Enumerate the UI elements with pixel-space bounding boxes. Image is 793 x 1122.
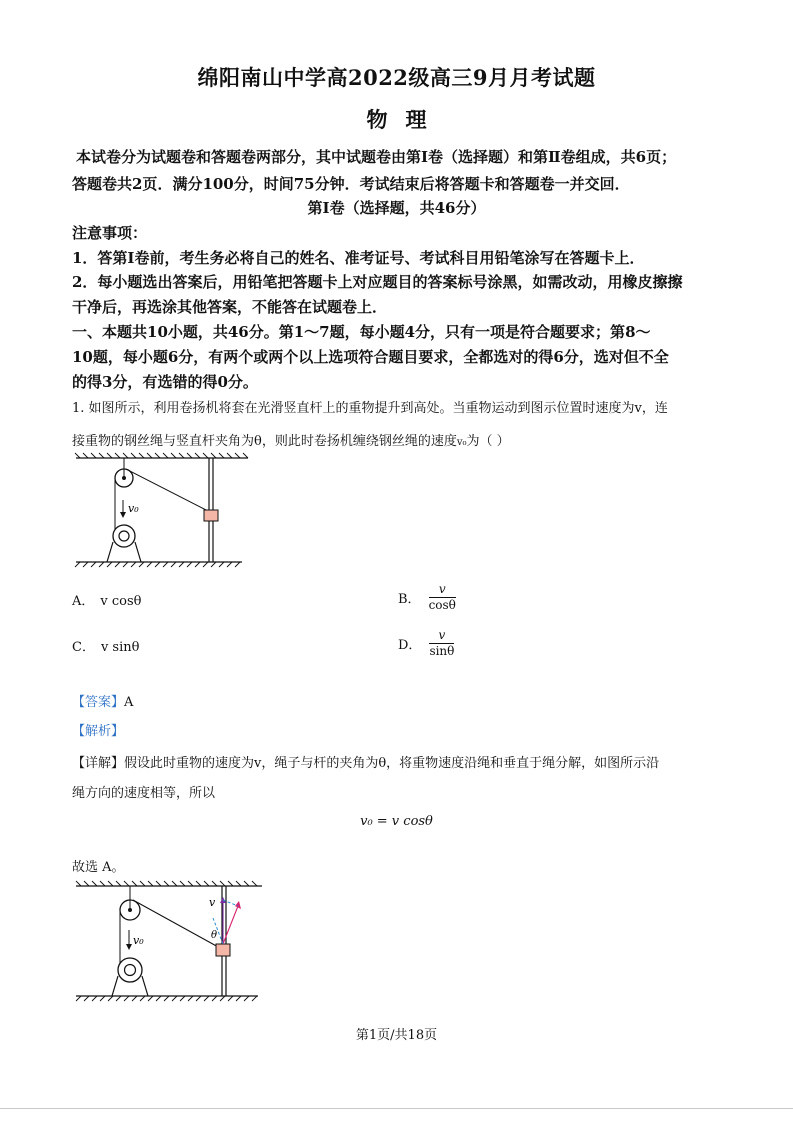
option-c-label: C． [72,640,95,655]
option-a-label: A． [72,594,95,609]
option-a-expression: v cosθ [100,594,142,609]
option-a[interactable] [72,590,141,609]
option-c-expression: v sinθ [100,640,140,655]
option-d-numerator: v [429,628,454,644]
q1-text-b: ，连 [641,401,668,416]
exam-subject: 物理 [366,107,445,132]
q1-text-a: 1. 如图所示，利用卷扬机将套在光滑竖直杆上的重物提升到高处。当重物运动到图示位置时速度为 [72,401,635,416]
intro-line-1: 本试卷分为试题卷和答题卷两部分，其中试题卷由第Ⅰ卷（选择题）和第Ⅱ卷组成，共6页； [76,148,677,166]
q1-text-d: ，则此时卷扬机缠绕钢丝绳的速度 [261,434,457,449]
answer-figure [72,878,267,1004]
q1-symbol-theta: θ [254,434,262,449]
option-b-numerator: v [429,582,456,598]
question-1-figure [72,452,252,570]
answer-line [72,691,133,710]
exam-title: 绵阳南山中学高2022级高三9月月考试题 [197,65,596,90]
figure-2-v0-label: v₀ [133,934,144,947]
section-title: 第Ⅰ卷（选择题，共46分） [307,199,486,217]
question-1-line-2 [72,430,510,449]
notice-item-2-line-1: 2．每小题选出答案后，用铅笔把答题卡上对应题目的答案标号涂黑，如需改动，用橡皮擦擦 [72,273,683,291]
detail-tag: 【详解】 [72,756,125,771]
figure-2-v-label: v [209,896,216,909]
notice-item-2-line-2: 干净后，再选涂其他答案，不能答在试题卷上． [72,298,388,316]
question-1-line-1 [72,397,668,416]
option-d-denominator: sinθ [429,644,455,658]
part1-line-1: 一、本题共10小题，共46分。第1～7题，每小题4分，只有一项是符合题要求；第8～ [72,323,651,341]
option-b-fraction [429,582,456,613]
q1-symbol-v0: v₀ [456,437,467,448]
analysis-tag: 【解析】 [72,724,125,739]
notice-item-1: 1．答第Ⅰ卷前，考生务必将自己的姓名、准考证号、考试科目用铅笔涂写在答题卡上． [72,249,645,267]
page-bottom-divider [0,1108,793,1109]
answer-value: A [124,695,134,710]
option-d-fraction [429,628,454,659]
intro-line-2: 答题卷共2页．满分100分，时间75分钟．考试结束后将答题卡和答题卷一并交回． [72,175,630,193]
option-d-label: D． [398,638,422,653]
q1-symbol-v: v [634,401,642,416]
detail-line-1 [72,752,659,771]
answer-equation: v₀ = v cosθ [360,814,433,829]
figure-1-v0-label: v₀ [128,502,139,515]
answer-conclusion: 故选 A。 [72,860,125,875]
option-c[interactable] [72,636,139,655]
detail-line-2: 绳方向的速度相等，所以 [72,786,216,801]
answer-tag: 【答案】 [72,695,125,710]
detail-text-1: 假设此时重物的速度为v，绳子与杆的夹角为θ，将重物速度沿绳和垂直于绳分解，如图所示沿 [124,756,660,771]
option-b-label: B． [398,592,421,607]
part1-line-3: 的得3分，有选错的得0分。 [72,373,258,391]
notice-heading: 注意事项： [72,224,148,242]
q1-text-c: 接重物的钢丝绳与竖直杆夹角为 [72,434,255,449]
option-b[interactable] [398,582,456,613]
q1-text-e: 为（ ） [466,434,510,449]
option-d[interactable] [398,628,454,659]
figure-2-theta-label: θ [211,930,218,941]
part1-line-2: 10题，每小题6分，有两个或两个以上选项符合题目要求，全都选对的得6分，选对但不全 [72,348,669,366]
page-number: 第1页/共18页 [355,1028,438,1043]
option-b-denominator: cosθ [428,598,456,612]
